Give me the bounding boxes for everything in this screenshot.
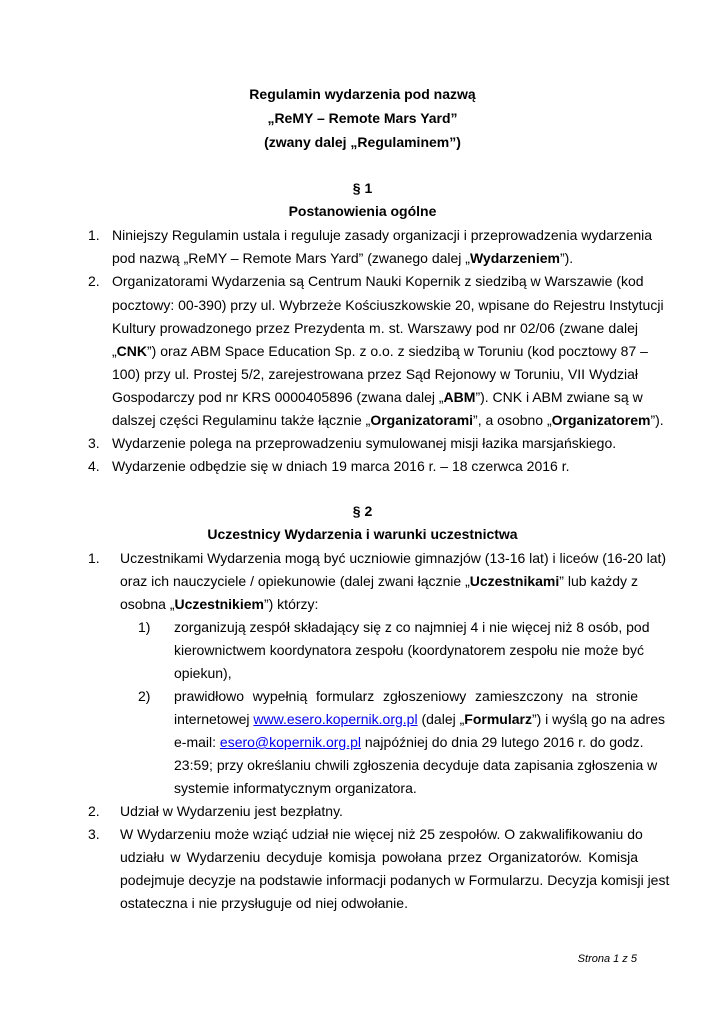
- s1-item2-line3: Kultury prowadzonego przez Prezydenta m. st. Warszawy pod nr 02/06 (zwane dalej: [112, 320, 638, 336]
- section2-heading: Uczestnicy Wydarzenia i warunki uczestnictwa: [207, 526, 518, 542]
- s2-item1-line3: osobna „Uczestnikiem”) którzy:: [120, 596, 319, 612]
- s2-sub2-line1: prawidłowo wypełnią formularz zgłoszeniowy zamieszczony na stronie: [174, 688, 638, 704]
- section2-number: § 2: [352, 503, 373, 519]
- s2-sub2-line3: e-mail: esero@kopernik.org.pl najpóźniej do dnia 29 lutego 2016 r. do godz.: [174, 734, 644, 750]
- s2-item3-num: 3.: [88, 826, 100, 842]
- s2-sub1-line3: opiekun),: [174, 665, 232, 681]
- s1-item1-num: 1.: [88, 227, 100, 243]
- s1-item3-text: Wydarzenie polega na przeprowadzeniu symulowanej misji łazika marsjańskiego.: [112, 435, 617, 451]
- doc-title-line1: Regulamin wydarzenia pod nazwą: [249, 86, 476, 102]
- s2-item3-line2: udziału w Wydarzeniu decyduje komisja powołana przez Organizatorów. Komisja: [120, 849, 638, 865]
- s2-sub2-line2: internetowej www.esero.kopernik.org.pl (dalej „Formularz”) i wyślą go na adres: [174, 711, 666, 727]
- s1-item1-line2: pod nazwą „ReMY – Remote Mars Yard” (zwanego dalej „Wydarzeniem”).: [112, 250, 574, 266]
- esero-email-link[interactable]: esero@kopernik.org.pl: [219, 734, 361, 750]
- s1-item2-line2: pocztowy: 00-390) przy ul. Wybrzeże Kościuszkowskie 20, wpisane do Rejestru Instytucji: [112, 297, 664, 313]
- s2-sub2-line5: systemie informatycznym organizatora.: [174, 780, 417, 796]
- s2-sub2-line4: 23:59; przy określaniu chwili zgłoszenia decyduje data zapisania zgłoszenia w: [174, 757, 658, 773]
- s2-sub1-line2: kierownictwem koordynatora zespołu (koordynatorem zespołu nie może być: [174, 642, 644, 658]
- s1-item2-line6: Gospodarczy pod nr KRS 0000405896 (zwana dalej „ABM”). CNK i ABM zwiane są w: [112, 389, 643, 405]
- s2-sub1-line1: zorganizują zespół składający się z co najmniej 4 i nie więcej niż 8 osób, pod: [174, 619, 650, 635]
- s1-item4-num: 4.: [88, 458, 100, 474]
- s1-item4-text: Wydarzenie odbędzie się w dniach 19 marca 2016 r. – 18 czerwca 2016 r.: [112, 458, 570, 474]
- page-number-footer: Strona 1 z 5: [577, 953, 637, 965]
- esero-website-link[interactable]: www.esero.kopernik.org.pl: [253, 711, 418, 727]
- s1-item3-num: 3.: [88, 435, 100, 451]
- s2-item3-line1: W Wydarzeniu może wziąć udział nie więcej niż 25 zespołów. O zakwalifikowaniu do: [120, 826, 643, 842]
- section1-heading: Postanowienia ogólne: [288, 203, 437, 219]
- s2-item3-line3: podejmuje decyzje na podstawie informacji podanych w Formularzu. Decyzja komisji jest: [120, 872, 670, 888]
- s1-item2-line7: dalszej części Regulaminu także łącznie „Organizatorami”, a osobno „Organizatorem”).: [112, 412, 664, 428]
- s1-item1-line1: Niniejszy Regulamin ustala i reguluje zasady organizacji i przeprowadzenia wydarzenia: [112, 227, 653, 243]
- s2-item2-text: Udział w Wydarzeniu jest bezpłatny.: [120, 803, 343, 819]
- s2-sub1-num: 1): [138, 619, 151, 635]
- s1-item2-line5: 100) przy ul. Prostej 5/2, zarejestrowana przez Sąd Rejonowy w Toruniu, VII Wydział: [112, 366, 638, 382]
- doc-title-line3: (zwany dalej „Regulaminem”): [264, 134, 461, 150]
- s1-item2-line4: „CNK”) oraz ABM Space Education Sp. z o.o. z siedzibą w Toruniu (kod pocztowy 87 –: [112, 343, 648, 359]
- s2-item1-line1: Uczestnikami Wydarzenia mogą być uczniowie gimnazjów (13-16 lat) i liceów (16-20 lat): [120, 550, 667, 566]
- doc-title-line2: „ReMY – Remote Mars Yard”: [267, 110, 458, 126]
- s2-item1-line2: oraz ich nauczyciele / opiekunowie (dalej zwani łącznie „Uczestnikami” lub każdy z: [120, 573, 638, 589]
- s2-sub2-num: 2): [138, 688, 151, 704]
- s1-item2-num: 2.: [88, 273, 100, 289]
- s2-item1-num: 1.: [88, 550, 100, 566]
- section1-number: § 1: [352, 180, 373, 196]
- s2-item2-num: 2.: [88, 803, 100, 819]
- s2-item3-line4: ostateczna i nie przysługuje od niej odwołanie.: [120, 895, 408, 911]
- s1-item2-line1: Organizatorami Wydarzenia są Centrum Nauki Kopernik z siedzibą w Warszawie (kod: [112, 273, 644, 289]
